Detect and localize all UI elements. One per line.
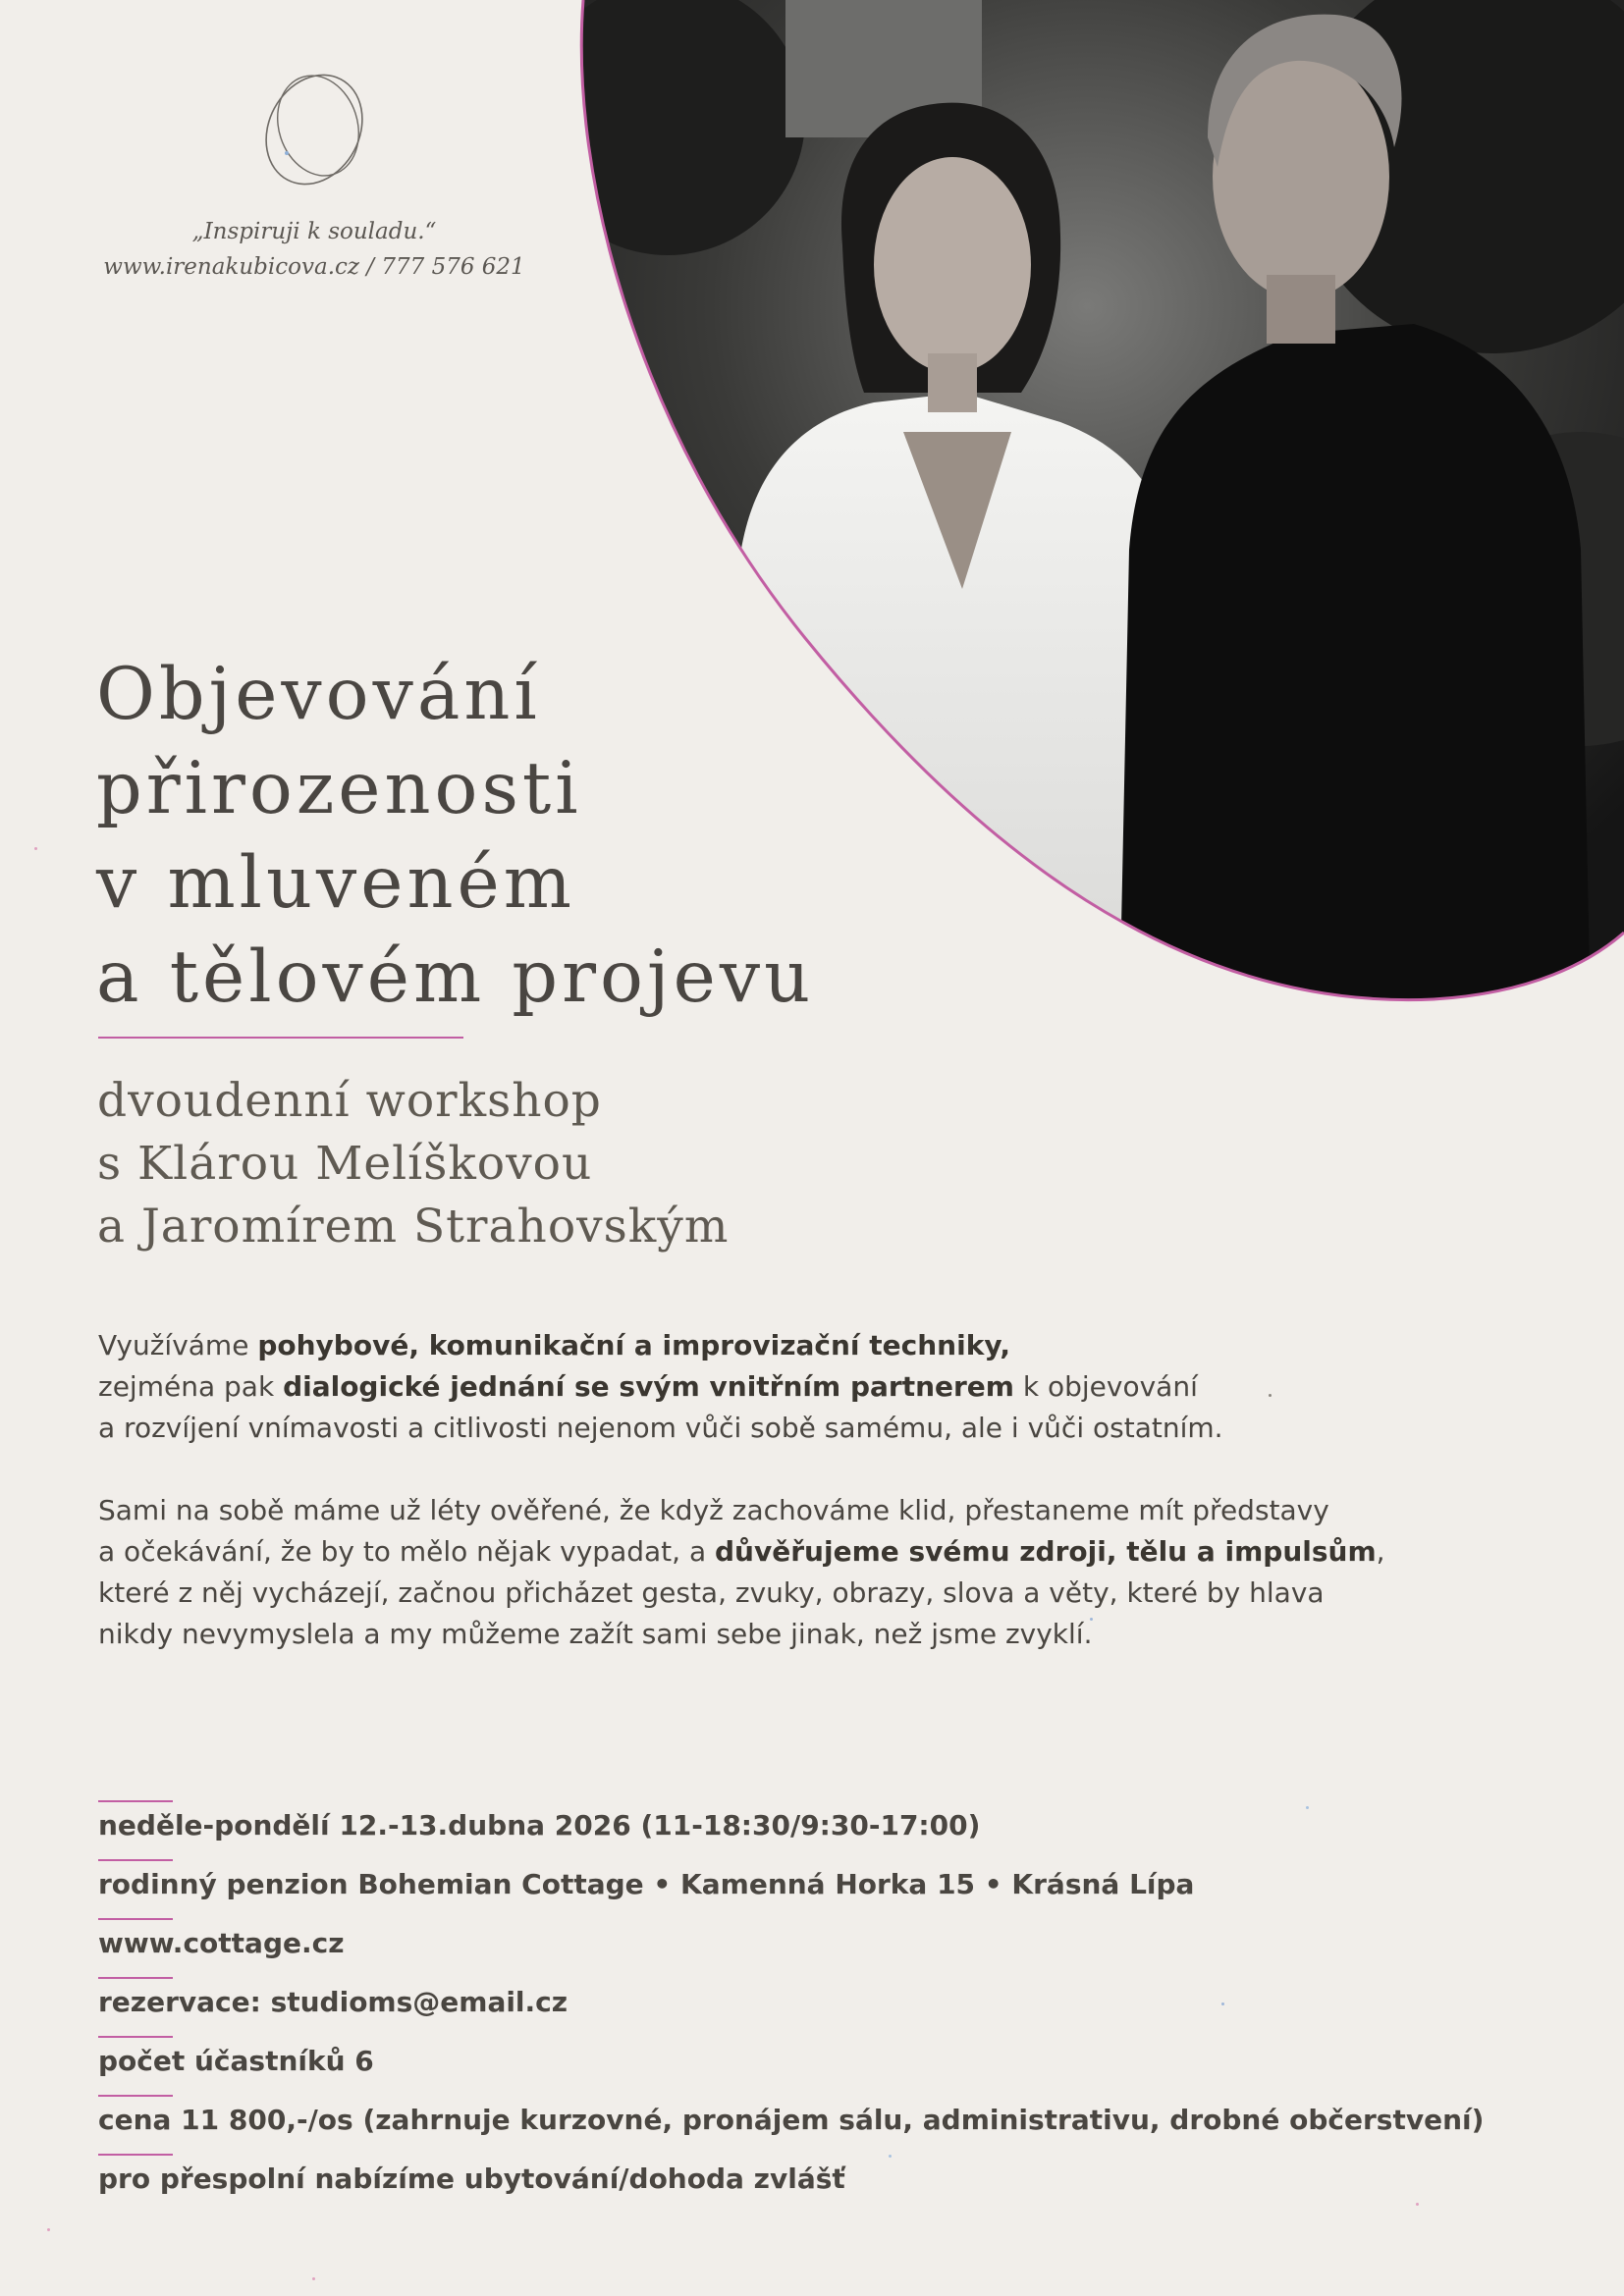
info-date xyxy=(98,1800,1551,1859)
info-text: pro přespolní nabízíme ubytování/dohoda zvlášť xyxy=(98,2163,845,2195)
title-line: Objevování xyxy=(96,653,541,736)
title-line: přirozenosti xyxy=(96,747,582,830)
subtitle-line: dvoudenní workshop xyxy=(97,1074,602,1128)
tagline: „Inspiruji k souladu.“ xyxy=(191,219,437,244)
text: nikdy nevymyslela a my můžeme zažít sami sebe jinak, než jsme zvyklí. xyxy=(98,1618,1093,1650)
text: zejména pak xyxy=(98,1370,284,1403)
speckle xyxy=(34,847,37,850)
bold-text: pohybové, komunikační a improvizační techniky, xyxy=(257,1329,1011,1362)
speckle xyxy=(312,2277,315,2280)
info-accommodation xyxy=(98,2154,1551,2213)
contact-line: www.irenakubicova.cz / 777 576 621 xyxy=(103,254,525,280)
divider xyxy=(98,1037,463,1039)
info-text: počet účastníků 6 xyxy=(98,2045,374,2077)
info-reservation xyxy=(98,1977,1551,2036)
subtitle-line: s Klárou Melíškovou xyxy=(97,1137,593,1191)
subtitle-line: a Jaromírem Strahovským xyxy=(97,1200,730,1254)
info-text: cena 11 800,-/os (zahrnuje kurzovné, pronájem sálu, administrativu, drobné občerstvení) xyxy=(98,2104,1485,2136)
title-line: v mluveném xyxy=(96,841,575,925)
info-website xyxy=(98,1918,1551,1977)
speckle xyxy=(47,2228,50,2231)
divider xyxy=(98,1800,173,1802)
info-capacity xyxy=(98,2036,1551,2095)
description-paragraph xyxy=(98,1325,1532,1449)
divider xyxy=(98,2036,173,2038)
info-price xyxy=(98,2095,1551,2154)
subtitle xyxy=(97,1070,902,1258)
bold-text: dialogické jednání se svým vnitřním partnerem xyxy=(283,1370,1014,1403)
divider xyxy=(98,1977,173,1979)
title-line: a tělovém projevu xyxy=(96,935,815,1019)
logo-icon xyxy=(257,65,373,192)
info-text: neděle-pondělí 12.-13.dubna 2026 (11-18:30/9:30-17:00) xyxy=(98,1809,981,1842)
text: Využíváme xyxy=(98,1329,258,1362)
divider xyxy=(98,1859,173,1861)
bold-text: důvěřujeme svému zdroji, tělu a impulsům xyxy=(715,1535,1377,1568)
reservation-email[interactable]: rezervace: studioms@email.cz xyxy=(98,1986,568,2018)
text: a očekávání, že by to mělo nějak vypadat, a xyxy=(98,1535,716,1568)
text: Sami na sobě máme už léty ověřené, že když zachováme klid, přestaneme mít představy xyxy=(98,1494,1329,1526)
info-venue xyxy=(98,1859,1551,1918)
divider xyxy=(98,1918,173,1920)
page-title xyxy=(96,648,901,1025)
text: k objevování xyxy=(1013,1370,1198,1403)
description-paragraph xyxy=(98,1490,1532,1655)
divider xyxy=(98,2095,173,2097)
info-text: rodinný penzion Bohemian Cottage • Kamenná Horka 15 • Krásná Lípa xyxy=(98,1868,1195,1900)
event-info-list xyxy=(98,1800,1551,2213)
text: a rozvíjení vnímavosti a citlivosti nejenom vůči sobě samému, ale i vůči ostatním. xyxy=(98,1412,1223,1444)
text: které z něj vycházejí, začnou přicházet gesta, zvuky, obrazy, slova a věty, které by hlava xyxy=(98,1576,1325,1609)
website-link[interactable]: www.cottage.cz xyxy=(98,1927,345,1959)
text: , xyxy=(1376,1535,1385,1568)
divider xyxy=(98,2154,173,2156)
